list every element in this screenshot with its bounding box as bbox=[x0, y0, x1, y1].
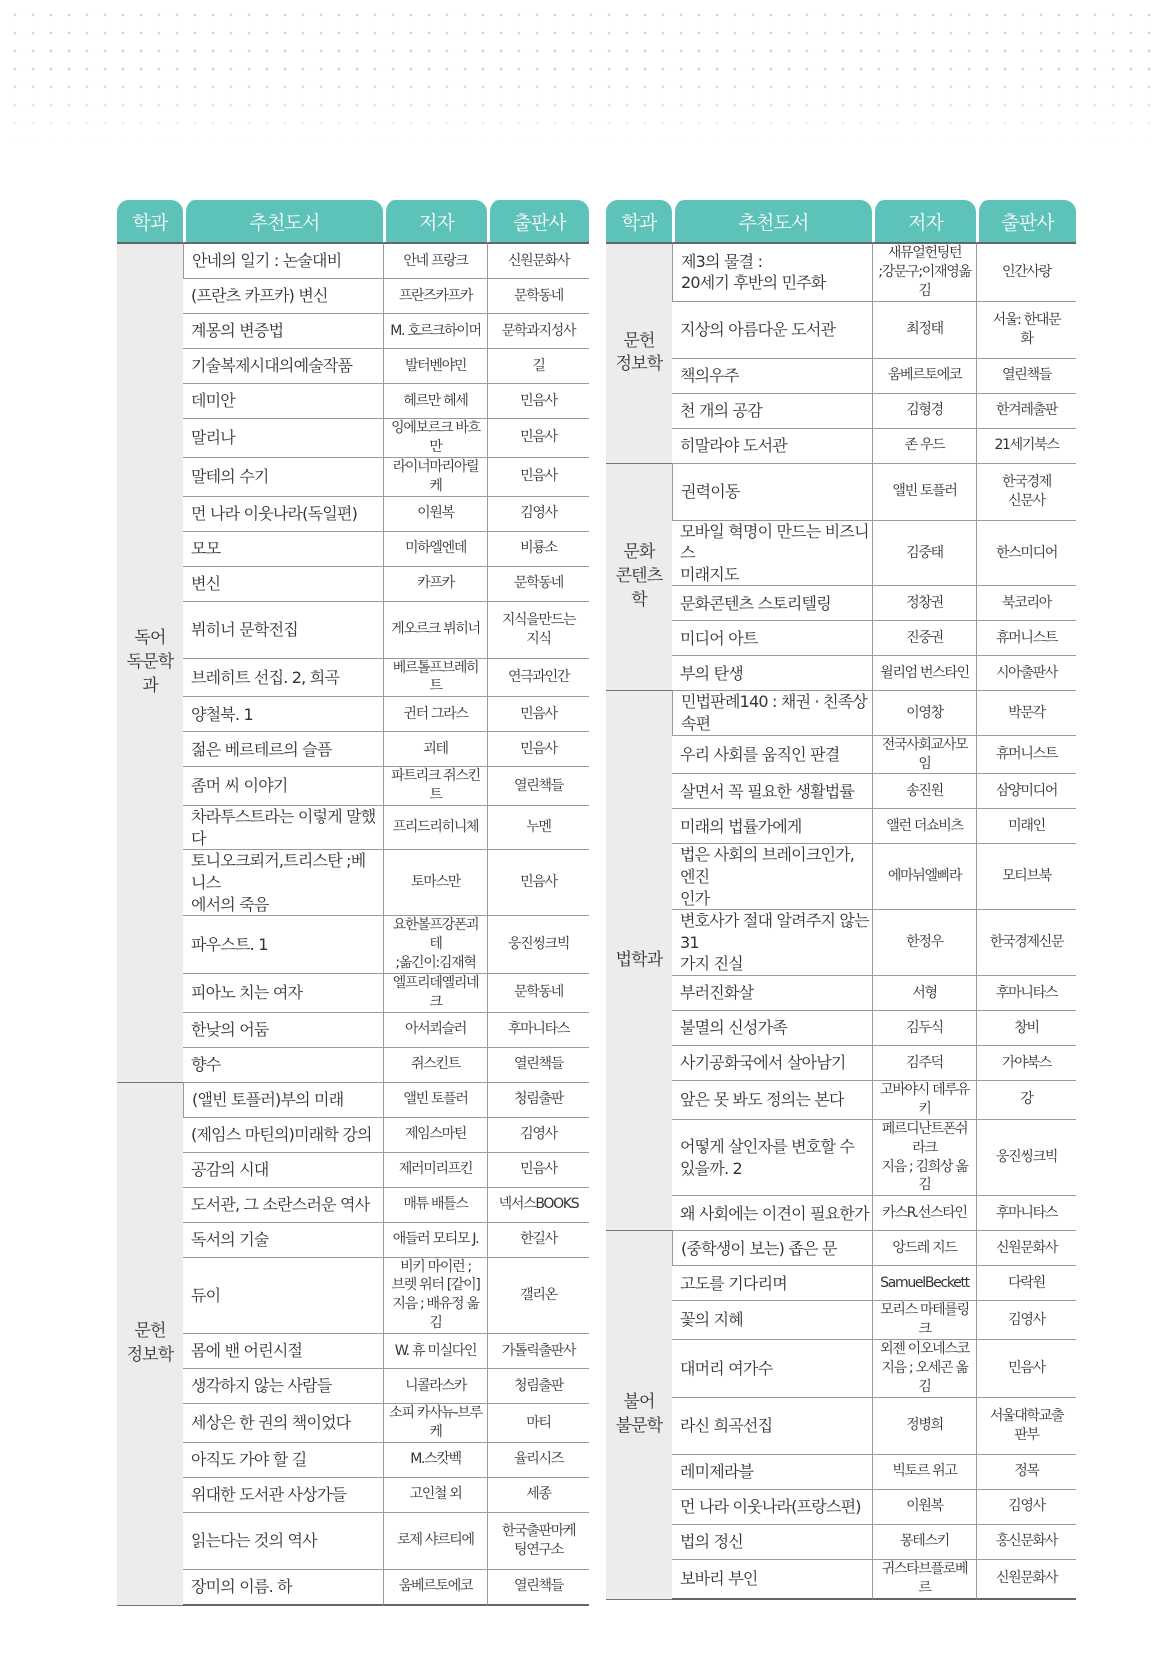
author-cell: 아서쾨슬러 bbox=[383, 1013, 487, 1048]
table-row bbox=[117, 732, 589, 767]
table-row bbox=[117, 1223, 589, 1258]
author-cell: 이영창 bbox=[872, 691, 976, 735]
table-row bbox=[117, 806, 589, 850]
table-row bbox=[117, 916, 589, 974]
book-title-cell: 지상의 아름다운 도서관 bbox=[672, 302, 872, 359]
author-cell: 제러미리프킨 bbox=[383, 1153, 487, 1188]
book-title-cell: 문화콘텐츠 스토리텔링 bbox=[672, 586, 872, 621]
table-row bbox=[117, 1118, 589, 1153]
book-title-cell: 좀머 씨 이야기 bbox=[183, 767, 383, 806]
book-title-cell: 모바일 혁명이 만드는 비즈니스 미래지도 bbox=[672, 521, 872, 587]
table-row bbox=[606, 302, 1076, 359]
publisher-cell: 민음사 bbox=[487, 384, 589, 419]
publisher-cell: 후마니타스 bbox=[487, 1013, 589, 1048]
book-title-cell: 천 개의 공감 bbox=[672, 394, 872, 429]
publisher-cell: 신원문화사 bbox=[976, 1231, 1076, 1266]
publisher-cell: 김영사 bbox=[976, 1490, 1076, 1525]
table-row bbox=[606, 844, 1076, 910]
header-author: 저자 bbox=[872, 200, 976, 242]
table-row bbox=[606, 521, 1076, 587]
table-row bbox=[606, 621, 1076, 656]
table-row bbox=[117, 1013, 589, 1048]
author-cell: 움베르토에코 bbox=[872, 359, 976, 394]
table-row bbox=[117, 279, 589, 314]
publisher-cell: 시아출판사 bbox=[976, 656, 1076, 691]
publisher-cell: 가야북스 bbox=[976, 1046, 1076, 1081]
author-cell: M.스캇벡 bbox=[383, 1443, 487, 1478]
book-title-cell: 부의 탄생 bbox=[672, 656, 872, 691]
publisher-cell: 열린책들 bbox=[976, 359, 1076, 394]
publisher-cell: 갤리온 bbox=[487, 1258, 589, 1335]
publisher-cell: 한국출판마케 팅연구소 bbox=[487, 1513, 589, 1570]
table-row bbox=[117, 1570, 589, 1606]
publisher-cell: 민음사 bbox=[487, 850, 589, 916]
header-author: 저자 bbox=[383, 200, 487, 242]
book-title-cell: 왜 사회에는 이견이 필요한가 bbox=[672, 1196, 872, 1231]
publisher-cell: 길 bbox=[487, 349, 589, 384]
book-title-cell: 피아노 치는 여자 bbox=[183, 974, 383, 1013]
publisher-cell: 창비 bbox=[976, 1011, 1076, 1046]
publisher-cell: 홍신문화사 bbox=[976, 1525, 1076, 1560]
publisher-cell: 한국경제신문 bbox=[976, 910, 1076, 976]
book-title-cell: 파우스트. 1 bbox=[183, 916, 383, 974]
publisher-cell: 북코리아 bbox=[976, 586, 1076, 621]
author-cell: 김두식 bbox=[872, 1011, 976, 1046]
table-row bbox=[606, 1081, 1076, 1120]
table-row bbox=[117, 602, 589, 659]
table-row bbox=[117, 697, 589, 732]
publisher-cell: 김영사 bbox=[487, 497, 589, 532]
publisher-cell: 넥서스BOOKS bbox=[487, 1188, 589, 1223]
table-row bbox=[606, 976, 1076, 1011]
publisher-cell: 박문각 bbox=[976, 691, 1076, 735]
author-cell: 안네 프랑크 bbox=[383, 242, 487, 279]
publisher-cell: 열린책들 bbox=[487, 767, 589, 806]
publisher-cell: 문학동네 bbox=[487, 279, 589, 314]
left-book-table bbox=[117, 200, 589, 1606]
table-row bbox=[117, 1513, 589, 1570]
publisher-cell: 서울: 한대문 화 bbox=[976, 302, 1076, 359]
book-title-cell: 도서관, 그 소란스러운 역사 bbox=[183, 1188, 383, 1223]
table-row bbox=[606, 1340, 1076, 1398]
book-title-cell: 읽는다는 것의 역사 bbox=[183, 1513, 383, 1570]
dept-cell: 문헌 정보학 bbox=[606, 242, 672, 464]
table-row bbox=[117, 458, 589, 497]
table-row bbox=[606, 1560, 1076, 1600]
table-row bbox=[606, 429, 1076, 464]
table-row bbox=[117, 384, 589, 419]
table-row bbox=[117, 1334, 589, 1369]
table-row bbox=[117, 1083, 589, 1118]
publisher-cell: 청림출판 bbox=[487, 1083, 589, 1118]
table-body bbox=[117, 242, 589, 1606]
book-title-cell: 꽃의 지혜 bbox=[672, 1301, 872, 1340]
author-cell: 소피 카사뉴-브루케 bbox=[383, 1404, 487, 1443]
table-row bbox=[117, 850, 589, 916]
book-title-cell: 우리 사회를 움직인 판결 bbox=[672, 736, 872, 775]
book-title-cell: 데미안 bbox=[183, 384, 383, 419]
table-row bbox=[606, 1196, 1076, 1231]
publisher-cell: 문학과지성사 bbox=[487, 314, 589, 349]
publisher-cell: 문학동네 bbox=[487, 567, 589, 602]
author-cell: 앙드레 지드 bbox=[872, 1231, 976, 1266]
publisher-cell: 민음사 bbox=[487, 1153, 589, 1188]
publisher-cell: 지식을만드는 지식 bbox=[487, 602, 589, 659]
table-row bbox=[606, 1455, 1076, 1490]
publisher-cell: 휴머니스트 bbox=[976, 736, 1076, 775]
table-row bbox=[606, 691, 1076, 735]
right-book-table bbox=[606, 200, 1076, 1600]
book-title-cell: 라신 희곡선집 bbox=[672, 1398, 872, 1455]
book-title-cell: 앞은 못 봐도 정의는 본다 bbox=[672, 1081, 872, 1120]
author-cell: 정병희 bbox=[872, 1398, 976, 1455]
book-title-cell: (중학생이 보는) 좁은 문 bbox=[672, 1231, 872, 1266]
publisher-cell: 열린책들 bbox=[487, 1048, 589, 1083]
book-title-cell: 어떻게 살인자를 변호할 수 있을까. 2 bbox=[672, 1120, 872, 1197]
book-title-cell: 공감의 시대 bbox=[183, 1153, 383, 1188]
publisher-cell: 후마니타스 bbox=[976, 976, 1076, 1011]
author-cell: 로제 샤르티에 bbox=[383, 1513, 487, 1570]
author-cell: 니콜라스카 bbox=[383, 1369, 487, 1404]
book-title-cell: 말테의 수기 bbox=[183, 458, 383, 497]
publisher-cell: 한길사 bbox=[487, 1223, 589, 1258]
header-title: 추천도서 bbox=[672, 200, 872, 242]
author-cell: 김주덕 bbox=[872, 1046, 976, 1081]
book-title-cell: 미디어 아트 bbox=[672, 621, 872, 656]
publisher-cell: 가톨릭출판사 bbox=[487, 1334, 589, 1369]
book-title-cell: 안네의 일기 : 논술대비 bbox=[183, 242, 383, 279]
table-row bbox=[606, 394, 1076, 429]
author-cell: 몽테스키 bbox=[872, 1525, 976, 1560]
book-title-cell: 미래의 법률가에게 bbox=[672, 809, 872, 844]
book-title-cell: 뷔히너 문학전집 bbox=[183, 602, 383, 659]
author-cell: 귄터 그라스 bbox=[383, 697, 487, 732]
book-title-cell: 젊은 베르테르의 슬픔 bbox=[183, 732, 383, 767]
table-row bbox=[117, 1478, 589, 1513]
author-cell: M. 호르크하이머 bbox=[383, 314, 487, 349]
table-row bbox=[606, 1266, 1076, 1301]
author-cell: 빅토르 위고 bbox=[872, 1455, 976, 1490]
publisher-cell: 김영사 bbox=[487, 1118, 589, 1153]
author-cell: 움베르토에코 bbox=[383, 1570, 487, 1606]
publisher-cell: 문학동네 bbox=[487, 974, 589, 1013]
publisher-cell: 서울대학교출 판부 bbox=[976, 1398, 1076, 1455]
publisher-cell: 미래인 bbox=[976, 809, 1076, 844]
book-title-cell: 차라투스트라는 이렇게 말했다 bbox=[183, 806, 383, 850]
book-title-cell: 변호사가 절대 알려주지 않는 31 가지 진실 bbox=[672, 910, 872, 976]
publisher-cell: 한스미디어 bbox=[976, 521, 1076, 587]
author-cell: 비키 마이런 ; 브렛 위터 [같이] 지음 ; 배유정 옮김 bbox=[383, 1258, 487, 1335]
table-row bbox=[117, 1048, 589, 1083]
header-dept: 학과 bbox=[117, 200, 183, 242]
table-row bbox=[117, 314, 589, 349]
author-cell: 프란즈카프카 bbox=[383, 279, 487, 314]
table-row bbox=[606, 242, 1076, 302]
book-title-cell: 기술복제시대의예술작품 bbox=[183, 349, 383, 384]
author-cell: 쥐스킨트 bbox=[383, 1048, 487, 1083]
book-title-cell: 사기공화국에서 살아남기 bbox=[672, 1046, 872, 1081]
table-row bbox=[117, 767, 589, 806]
book-title-cell: 먼 나라 이웃나라(독일편) bbox=[183, 497, 383, 532]
author-cell: 베르톨프브레히트 bbox=[383, 659, 487, 698]
author-cell: 진중권 bbox=[872, 621, 976, 656]
author-cell: 고인철 외 bbox=[383, 1478, 487, 1513]
publisher-cell: 삼양미디어 bbox=[976, 774, 1076, 809]
table-row bbox=[117, 567, 589, 602]
author-cell: 새뮤얼헌팅턴 ;강문구;이재영옮김 bbox=[872, 242, 976, 302]
table-row bbox=[606, 464, 1076, 521]
book-title-cell: 향수 bbox=[183, 1048, 383, 1083]
author-cell: 엘프리데옐리네크 bbox=[383, 974, 487, 1013]
dept-cell: 독어 독문학과 bbox=[117, 242, 183, 1083]
dept-cell: 문헌 정보학 bbox=[117, 1083, 183, 1606]
author-cell: 이원복 bbox=[383, 497, 487, 532]
author-cell: 에마뉘엘삐라 bbox=[872, 844, 976, 910]
table-row bbox=[117, 1188, 589, 1223]
author-cell: 파트리크 쥐스킨트 bbox=[383, 767, 487, 806]
publisher-cell: 웅진씽크빅 bbox=[487, 916, 589, 974]
table-row bbox=[606, 1525, 1076, 1560]
author-cell: 요한볼프강폰괴테 ;옮긴이:김재혁 bbox=[383, 916, 487, 974]
header-publisher: 출판사 bbox=[976, 200, 1076, 242]
publisher-cell: 21세기북스 bbox=[976, 429, 1076, 464]
author-cell: 송진원 bbox=[872, 774, 976, 809]
table-row bbox=[606, 774, 1076, 809]
dept-cell: 문화 콘텐츠학 bbox=[606, 464, 672, 692]
book-title-cell: 위대한 도서관 사상가들 bbox=[183, 1478, 383, 1513]
table-row bbox=[606, 656, 1076, 691]
table-row bbox=[117, 497, 589, 532]
publisher-cell: 신원문화사 bbox=[487, 242, 589, 279]
table-row bbox=[117, 1404, 589, 1443]
author-cell: 전국사회교사모임 bbox=[872, 736, 976, 775]
table-row bbox=[117, 349, 589, 384]
table-row bbox=[606, 1231, 1076, 1266]
book-title-cell: 몸에 밴 어린시절 bbox=[183, 1334, 383, 1369]
author-cell: 페르디난트폰쉬라크 지음 ; 김희상 옮김 bbox=[872, 1120, 976, 1197]
publisher-cell: 인간사랑 bbox=[976, 242, 1076, 302]
book-title-cell: 제3의 물결 : 20세기 후반의 민주화 bbox=[672, 242, 872, 302]
book-title-cell: 불멸의 신성가족 bbox=[672, 1011, 872, 1046]
book-title-cell: 토니오크뢰거,트리스탄 ;베니스 에서의 죽음 bbox=[183, 850, 383, 916]
publisher-cell: 한국경제 신문사 bbox=[976, 464, 1076, 521]
book-title-cell: 듀이 bbox=[183, 1258, 383, 1335]
publisher-cell: 강 bbox=[976, 1081, 1076, 1120]
table-row bbox=[606, 586, 1076, 621]
publisher-cell: 한겨레출판 bbox=[976, 394, 1076, 429]
author-cell: 최정태 bbox=[872, 302, 976, 359]
author-cell: 카스R.선스타인 bbox=[872, 1196, 976, 1231]
author-cell: 서형 bbox=[872, 976, 976, 1011]
author-cell: 애들러 모티모 J. bbox=[383, 1223, 487, 1258]
author-cell: 매튜 배틀스 bbox=[383, 1188, 487, 1223]
book-title-cell: (제임스 마틴의)미래학 강의 bbox=[183, 1118, 383, 1153]
header-title: 추천도서 bbox=[183, 200, 383, 242]
author-cell: 미하엘엔데 bbox=[383, 532, 487, 567]
author-cell: 귀스타브플로베르 bbox=[872, 1560, 976, 1600]
publisher-cell: 다락원 bbox=[976, 1266, 1076, 1301]
table-row bbox=[606, 736, 1076, 775]
dept-cell: 법학과 bbox=[606, 691, 672, 1231]
dept-cell: 불어 불문학 bbox=[606, 1231, 672, 1599]
table-row bbox=[606, 1011, 1076, 1046]
table-row bbox=[117, 1443, 589, 1478]
book-title-cell: (앨빈 토플러)부의 미래 bbox=[183, 1083, 383, 1118]
author-cell: 고바야시 데루유키 bbox=[872, 1081, 976, 1120]
table-row bbox=[606, 1120, 1076, 1197]
book-title-cell: 권력이동 bbox=[672, 464, 872, 521]
table-row bbox=[606, 359, 1076, 394]
book-title-cell: 보바리 부인 bbox=[672, 1560, 872, 1600]
author-cell: 윌리엄 번스타인 bbox=[872, 656, 976, 691]
book-title-cell: 히말라야 도서관 bbox=[672, 429, 872, 464]
author-cell: 김형경 bbox=[872, 394, 976, 429]
table-row bbox=[117, 419, 589, 458]
publisher-cell: 신원문화사 bbox=[976, 1560, 1076, 1600]
book-title-cell: 한낮의 어둠 bbox=[183, 1013, 383, 1048]
publisher-cell: 모티브북 bbox=[976, 844, 1076, 910]
book-title-cell: 모모 bbox=[183, 532, 383, 567]
author-cell: W. 휴 미실다인 bbox=[383, 1334, 487, 1369]
author-cell: 발터벤야민 bbox=[383, 349, 487, 384]
author-cell: 존 우드 bbox=[872, 429, 976, 464]
publisher-cell: 누멘 bbox=[487, 806, 589, 850]
author-cell: 한정우 bbox=[872, 910, 976, 976]
author-cell: 헤르만 헤세 bbox=[383, 384, 487, 419]
publisher-cell: 율리시즈 bbox=[487, 1443, 589, 1478]
book-title-cell: 생각하지 않는 사람들 bbox=[183, 1369, 383, 1404]
publisher-cell: 비룡소 bbox=[487, 532, 589, 567]
author-cell: 게오르크 뷔히너 bbox=[383, 602, 487, 659]
book-title-cell: 양철북. 1 bbox=[183, 697, 383, 732]
table-row bbox=[117, 532, 589, 567]
publisher-cell: 민음사 bbox=[487, 458, 589, 497]
book-title-cell: 살면서 꼭 필요한 생활법률 bbox=[672, 774, 872, 809]
book-title-cell: 변신 bbox=[183, 567, 383, 602]
table-row bbox=[117, 1258, 589, 1335]
book-title-cell: 부러진화살 bbox=[672, 976, 872, 1011]
publisher-cell: 마티 bbox=[487, 1404, 589, 1443]
book-title-cell: 계몽의 변증법 bbox=[183, 314, 383, 349]
publisher-cell: 청림출판 bbox=[487, 1369, 589, 1404]
header-publisher: 출판사 bbox=[487, 200, 589, 242]
dotted-background-pattern bbox=[0, 0, 1158, 150]
publisher-cell: 연극과인간 bbox=[487, 659, 589, 698]
book-title-cell: 법은 사회의 브레이크인가, 엔진 인가 bbox=[672, 844, 872, 910]
book-title-cell: 민법판례140 : 채권 · 친족상속편 bbox=[672, 691, 872, 735]
book-title-cell: 말리나 bbox=[183, 419, 383, 458]
publisher-cell: 웅진씽크빅 bbox=[976, 1120, 1076, 1197]
table-row bbox=[606, 1046, 1076, 1081]
book-title-cell: 장미의 이름. 하 bbox=[183, 1570, 383, 1606]
table-row bbox=[117, 974, 589, 1013]
author-cell: 라이너마리아릴케 bbox=[383, 458, 487, 497]
book-title-cell: 아직도 가야 할 길 bbox=[183, 1443, 383, 1478]
book-title-cell: 레미제라블 bbox=[672, 1455, 872, 1490]
author-cell: 앨빈 토플러 bbox=[872, 464, 976, 521]
book-title-cell: 대머리 여가수 bbox=[672, 1340, 872, 1398]
author-cell: 프리드리히니체 bbox=[383, 806, 487, 850]
author-cell: 이원복 bbox=[872, 1490, 976, 1525]
header-dept: 학과 bbox=[606, 200, 672, 242]
publisher-cell: 민음사 bbox=[487, 419, 589, 458]
table-row bbox=[117, 1369, 589, 1404]
table-body bbox=[606, 242, 1076, 1600]
publisher-cell: 민음사 bbox=[487, 697, 589, 732]
book-title-cell: 독서의 기술 bbox=[183, 1223, 383, 1258]
publisher-cell: 정목 bbox=[976, 1455, 1076, 1490]
publisher-cell: 후마니타스 bbox=[976, 1196, 1076, 1231]
author-cell: 앨런 더쇼비츠 bbox=[872, 809, 976, 844]
author-cell: 모리스 마테를링크 bbox=[872, 1301, 976, 1340]
author-cell: SamuelBeckett bbox=[872, 1266, 976, 1301]
author-cell: 괴테 bbox=[383, 732, 487, 767]
publisher-cell: 휴머니스트 bbox=[976, 621, 1076, 656]
table-row bbox=[606, 809, 1076, 844]
book-title-cell: 먼 나라 이웃나라(프랑스편) bbox=[672, 1490, 872, 1525]
author-cell: 김중태 bbox=[872, 521, 976, 587]
author-cell: 앨빈 토플러 bbox=[383, 1083, 487, 1118]
author-cell: 카프카 bbox=[383, 567, 487, 602]
table-row bbox=[117, 242, 589, 279]
author-cell: 정창권 bbox=[872, 586, 976, 621]
author-cell: 잉에보르크 바흐만 bbox=[383, 419, 487, 458]
book-title-cell: 브레히트 선집. 2, 희곡 bbox=[183, 659, 383, 698]
publisher-cell: 민음사 bbox=[976, 1340, 1076, 1398]
table-row bbox=[117, 1153, 589, 1188]
table-row bbox=[606, 1398, 1076, 1455]
publisher-cell: 세종 bbox=[487, 1478, 589, 1513]
book-title-cell: 법의 정신 bbox=[672, 1525, 872, 1560]
table-row bbox=[606, 1301, 1076, 1340]
table-row bbox=[117, 659, 589, 698]
book-title-cell: 책의우주 bbox=[672, 359, 872, 394]
author-cell: 외젠 이오네스코 지음 ; 오세곤 옮김 bbox=[872, 1340, 976, 1398]
book-title-cell: (프란츠 카프카) 변신 bbox=[183, 279, 383, 314]
publisher-cell: 김영사 bbox=[976, 1301, 1076, 1340]
table-row bbox=[606, 910, 1076, 976]
publisher-cell: 열린책들 bbox=[487, 1570, 589, 1606]
book-title-cell: 세상은 한 권의 책이었다 bbox=[183, 1404, 383, 1443]
publisher-cell: 민음사 bbox=[487, 732, 589, 767]
book-title-cell: 고도를 기다리며 bbox=[672, 1266, 872, 1301]
author-cell: 토마스만 bbox=[383, 850, 487, 916]
author-cell: 제임스마틴 bbox=[383, 1118, 487, 1153]
table-row bbox=[606, 1490, 1076, 1525]
